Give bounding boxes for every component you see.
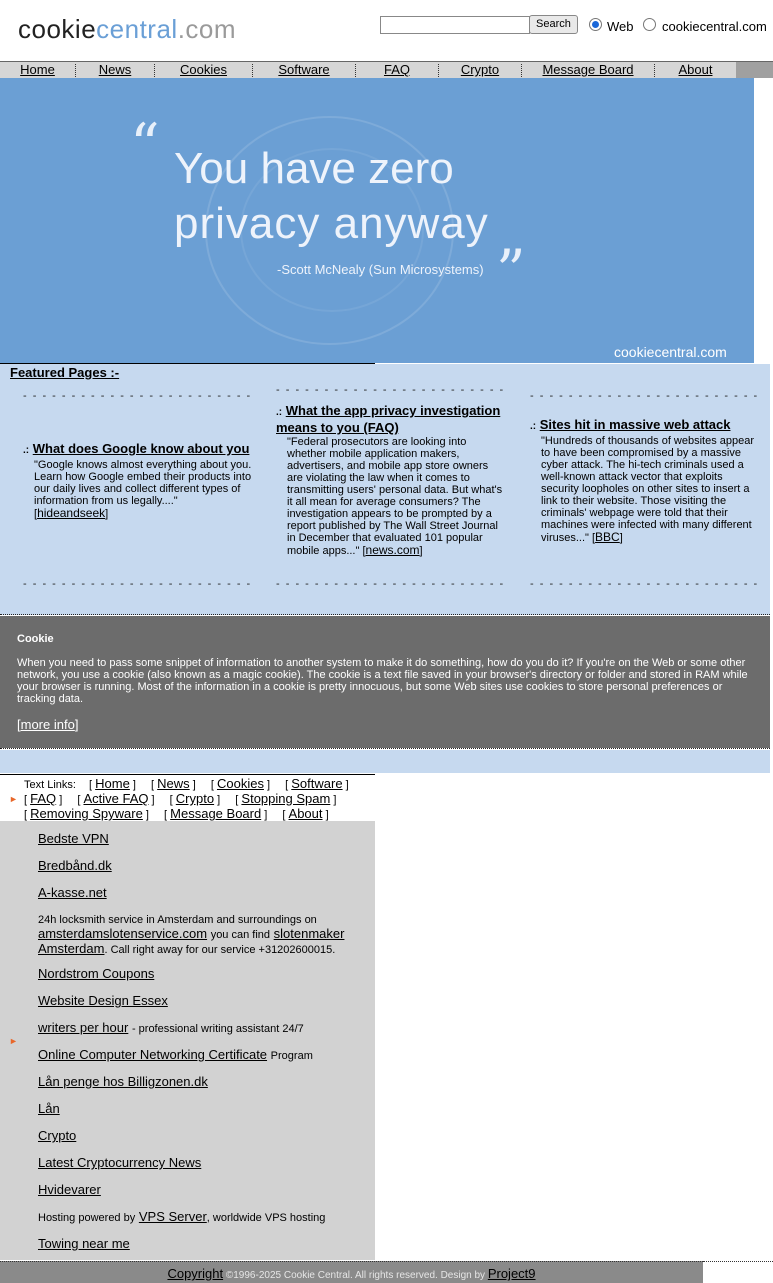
- hero-quote-line-2: privacy anyway: [174, 199, 489, 248]
- nav-news[interactable]: News: [98, 62, 132, 77]
- hero-banner: [0, 78, 754, 363]
- featured-item-source[interactable]: hideandseek: [37, 506, 106, 520]
- sponsored-links: [0, 821, 375, 1260]
- close-quote-icon: ”: [496, 237, 526, 305]
- spacer-band: [0, 750, 770, 773]
- featured-item-body: "Google knows almost everything about you. Learn how Google embed their products into our daily lives and collect different types of information from us legally....": [34, 459, 252, 507]
- sponsor-link[interactable]: Bredbånd.dk: [38, 858, 112, 873]
- text-link-cookies[interactable]: Cookies: [216, 776, 264, 791]
- cookie-more-info: [more info]: [17, 717, 79, 732]
- text-link-message-board[interactable]: Message Board: [170, 806, 262, 821]
- footer: [0, 1261, 703, 1283]
- text-links: [0, 774, 375, 822]
- featured-item-body: "Federal prosecutors are looking into whether mobile application makers, advertisers, and mobile app store owners are violating the law when it comes to transmitting users' personal data. But what's it all mean for average consumers? The investigation appears to be prompted by a report published by The Wall Street Journal in December that evaluated 101 popular mobile apps...": [287, 436, 503, 557]
- search-input[interactable]: [380, 16, 530, 34]
- radio-site-label: cookiecentral.com: [662, 19, 767, 34]
- dash-divider: - - - - - - - - - - - - - - - - - - - - - - - -: [23, 390, 252, 402]
- sponsor-text: Program: [270, 1050, 313, 1062]
- nav-tail: [736, 62, 773, 78]
- search-button[interactable]: Search: [529, 15, 578, 34]
- sponsor-link[interactable]: Nordstrom Coupons: [38, 966, 155, 981]
- dash-divider: - - - - - - - - - - - - - - - - - - - - - - - -: [276, 384, 505, 396]
- nav-home[interactable]: Home: [20, 62, 55, 77]
- text-link-stopping-spam[interactable]: Stopping Spam: [241, 791, 331, 806]
- sponsor-text: Hosting powered by: [38, 1212, 136, 1224]
- hero-quote-line-1: You have zero: [174, 144, 454, 193]
- logo-part-com: .com: [177, 14, 237, 44]
- radio-site[interactable]: [643, 18, 656, 31]
- nav-crypto[interactable]: Crypto: [460, 62, 500, 77]
- dash-divider: - - - - - - - - - - - - - - - - - - - - - - - -: [23, 578, 252, 590]
- featured-item-link[interactable]: What does Google know about you: [32, 441, 250, 456]
- footer-rule: [703, 1261, 773, 1262]
- sponsor-link[interactable]: Latest Cryptocurrency News: [38, 1155, 202, 1170]
- featured-item: .: What the app privacy investigation means to you (FAQ) "Federal prosecutors are looking into whether mobile application makers, advertisers, and mobile app store owners are violating the law when it comes to transmitting users' personal data. But what's it all mean for average consumers? The investigation appears to be prompted by a report published by The Wall Street Journal in December that evaluated 101 popular mobile apps..." [news.com]: [276, 403, 503, 557]
- logo-part-cookie: cookie: [18, 14, 97, 44]
- cookie-text: When you need to pass some snippet of information to another system to make it do something, how do you do it? If you're on the Web or some other network, you use a cookie (also known as a magic cookie). The cookie is a text file saved in your browser's directory or folder and stored in RAM while your browser is running. Most of the information in a cookie is pretty innocuous, but some Web sites use cookies to store personal preferences or tracking data.: [17, 657, 748, 705]
- sponsor-text: . Call right away for our service +31202600015.: [104, 944, 336, 956]
- more-info-link[interactable]: more info: [20, 717, 75, 732]
- featured-item-link[interactable]: What the app privacy investigation means to you (FAQ): [276, 403, 501, 435]
- sponsor-link[interactable]: Hvidevarer: [38, 1182, 101, 1197]
- arrow-icon: ►: [9, 1036, 18, 1046]
- bullet-icon: .:: [23, 445, 30, 456]
- text-links-row: [ FAQ ] [ Active FAQ ] [ Crypto ] [ Stopping Spam ]: [24, 791, 337, 806]
- sponsor-link[interactable]: A-kasse.net: [38, 885, 107, 900]
- cookie-bottom-rule: [0, 748, 770, 749]
- text-link-removing-spyware[interactable]: Removing Spyware: [30, 806, 143, 821]
- text-links-label: Text Links:: [24, 779, 76, 791]
- sponsor-link[interactable]: Bedste VPN: [38, 831, 109, 846]
- sponsor-text: - professional writing assistant 24/7: [131, 1023, 304, 1035]
- arrow-icon: ►: [9, 794, 18, 804]
- sponsor-link[interactable]: Lån: [38, 1101, 60, 1116]
- featured-pages: [0, 364, 770, 615]
- site-logo[interactable]: [18, 14, 236, 45]
- designer-link[interactable]: Project9: [487, 1266, 536, 1281]
- sponsor-networking: [38, 1047, 313, 1062]
- nav-cookies[interactable]: Cookies: [180, 62, 227, 77]
- text-link-home[interactable]: Home: [95, 776, 130, 791]
- cookie-top-rule: [0, 614, 770, 615]
- sponsor-text: , worldwide VPS hosting: [206, 1212, 326, 1224]
- featured-item-source[interactable]: BBC: [595, 530, 620, 544]
- text-links-row: [ Removing Spyware ] [ Message Board ] [ About ]: [24, 806, 329, 821]
- main-nav: [0, 61, 773, 78]
- open-quote-icon: “: [130, 111, 160, 179]
- header: [0, 0, 773, 60]
- sponsor-link[interactable]: Lån penge hos Billigzonen.dk: [38, 1074, 208, 1089]
- dash-divider: - - - - - - - - - - - - - - - - - - - - - - - -: [276, 578, 505, 590]
- hero-brand: cookiecentral.com: [614, 344, 727, 360]
- featured-item-source[interactable]: news.com: [365, 543, 420, 557]
- sponsor-link[interactable]: Amsterdam: [38, 941, 105, 956]
- featured-item-link[interactable]: Sites hit in massive web attack: [539, 417, 731, 432]
- text-link-crypto[interactable]: Crypto: [175, 791, 215, 806]
- featured-item-body: "Hundreds of thousands of websites appear to have been compromised by a massive cyber attack. The hi-tech criminals used a well-known attack vector that exploits security loopholes on other sites to insert a link to their website. Those visiting the criminals' webpage were told that their machines were infected with many different viruses...": [541, 435, 755, 544]
- radio-web[interactable]: [589, 18, 602, 31]
- sponsor-link[interactable]: Website Design Essex: [38, 993, 168, 1008]
- copyright-text: ©1996-2025 Cookie Central. All rights reserved. Design by: [225, 1270, 486, 1281]
- text-link-news[interactable]: News: [157, 776, 190, 791]
- text-link-about[interactable]: About: [288, 806, 323, 821]
- text-links-row: Text Links: [ Home ] [ News ] [ Cookies ] [ Software ]: [24, 776, 349, 791]
- featured-title[interactable]: Featured Pages :-: [10, 365, 120, 380]
- bullet-icon: .:: [530, 421, 537, 432]
- sponsor-link[interactable]: slotenmaker: [273, 926, 345, 941]
- text-link-software[interactable]: Software: [291, 776, 343, 791]
- featured-item: .: Sites hit in massive web attack "Hundreds of thousands of websites appear to have been compromised by a massive cyber attack. The hi-tech criminals used a well-known attack vector that exploits security loopholes on other sites to insert a link to their website. Those visiting the criminals' webpage were told that their machines were infected with many different viruses..." [BBC]: [530, 417, 755, 544]
- dash-divider: - - - - - - - - - - - - - - - - - - - - - - - -: [530, 390, 759, 402]
- sponsor-link[interactable]: writers per hour: [38, 1020, 129, 1035]
- logo-part-central: central: [96, 14, 178, 44]
- nav-about[interactable]: About: [678, 62, 713, 77]
- sponsor-locksmith: [38, 912, 358, 957]
- sponsor-link[interactable]: amsterdamslotenservice.com: [38, 926, 208, 941]
- nav-software[interactable]: Software: [278, 62, 330, 77]
- sponsor-link[interactable]: VPS Server: [138, 1209, 207, 1224]
- footer-text: [0, 1266, 703, 1281]
- hero-side-strip: [754, 78, 773, 363]
- sponsor-hosting: [38, 1209, 325, 1224]
- text-link-faq[interactable]: FAQ: [30, 791, 57, 806]
- sponsor-link[interactable]: Towing near me: [38, 1236, 130, 1251]
- nav-faq[interactable]: FAQ: [383, 62, 410, 77]
- radio-web-label: Web: [607, 19, 634, 34]
- sponsor-text: 24h locksmith service in Amsterdam and surroundings on: [38, 914, 317, 926]
- cookie-definition: [0, 616, 770, 748]
- featured-item: .: What does Google know about you "Google knows almost everything about you. Learn how Google embed their products into our daily lives and collect different types of information from us legally...." [hideandseek]: [23, 441, 252, 520]
- bullet-icon: .:: [276, 407, 283, 418]
- text-link-active-faq[interactable]: Active FAQ: [83, 791, 149, 806]
- dash-divider: - - - - - - - - - - - - - - - - - - - - - - - -: [530, 578, 759, 590]
- sponsor-link[interactable]: Online Computer Networking Certificate: [38, 1047, 268, 1062]
- sponsor-link[interactable]: Crypto: [38, 1128, 77, 1143]
- cookie-title: Cookie: [17, 633, 54, 645]
- sponsor-writers: [38, 1020, 304, 1035]
- hero-quote-author: -Scott McNealy (Sun Microsystems): [277, 262, 484, 277]
- sponsor-text: you can find: [210, 929, 271, 941]
- copyright-link[interactable]: Copyright: [167, 1266, 224, 1281]
- nav-message-board[interactable]: Message Board: [542, 62, 634, 77]
